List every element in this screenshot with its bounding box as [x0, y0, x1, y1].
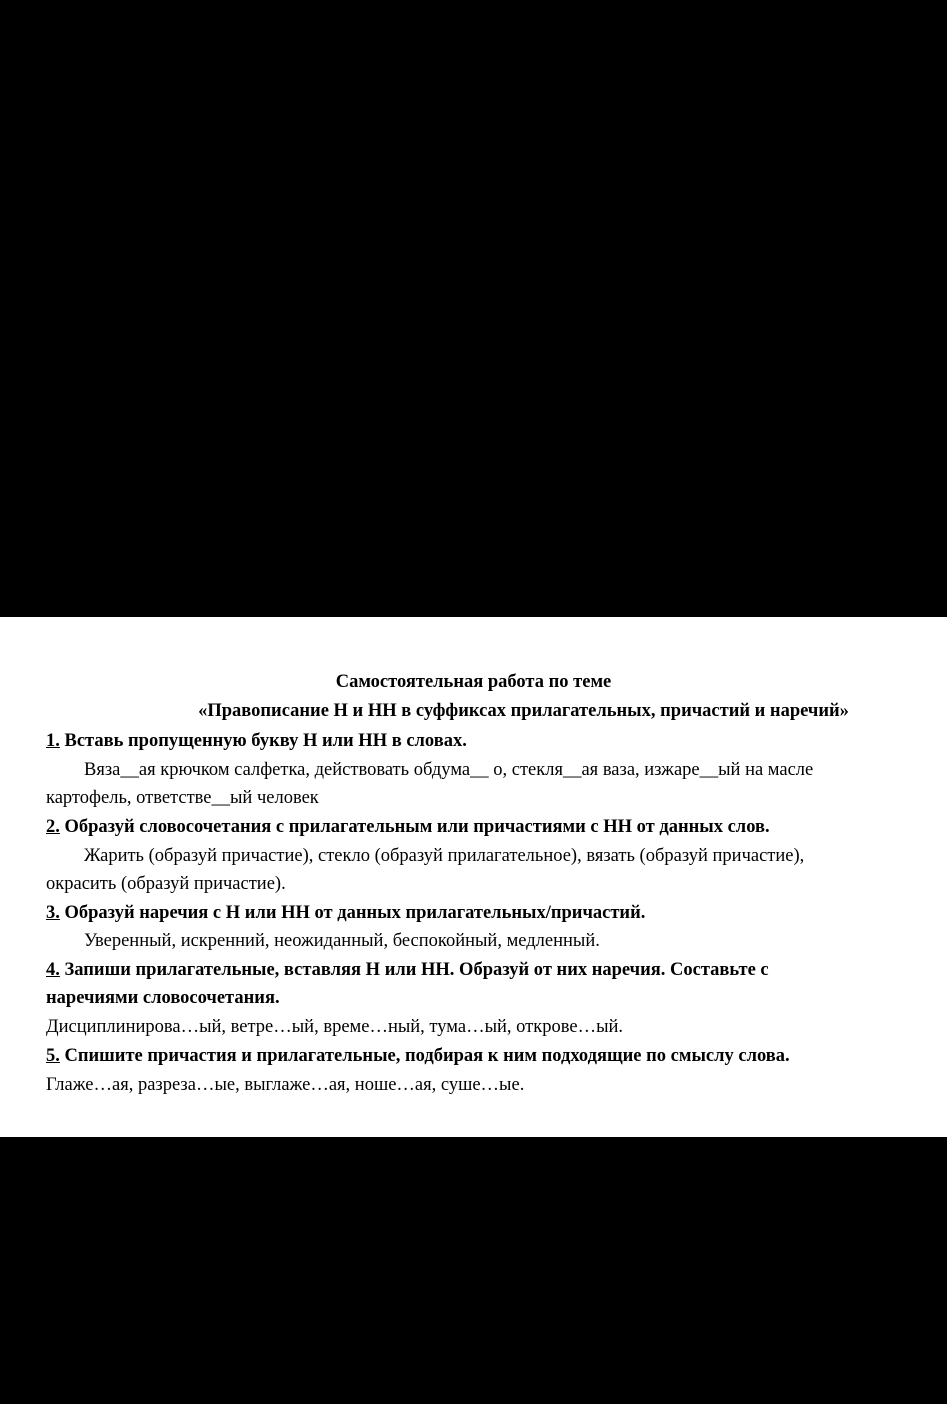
- task-1-heading-text: Вставь пропущенную букву Н или НН в словах.: [59, 731, 467, 751]
- task-2-body-line-2: окрасить (образуй причастие).: [46, 874, 286, 894]
- task-4-body-line-1: Дисциплинирова…ый, ветре…ый, време…ный, тума…ый, открове…ый.: [46, 1017, 624, 1037]
- black-band-top: [0, 0, 947, 617]
- task-4-heading: [46, 958, 769, 982]
- task-3-body-line-1: Уверенный, искренний, неожиданный, беспокойный, медленный.: [84, 931, 600, 951]
- task-3-number: 3.: [46, 903, 60, 923]
- task-4-heading-line-2: наречиями словосочетания.: [46, 988, 280, 1008]
- task-4-heading-text: Запиши прилагательные, вставляя Н или НН. Образуй от них наречия. Составьте с: [59, 960, 769, 980]
- task-5-number: 5.: [46, 1046, 60, 1066]
- task-3-heading: [46, 901, 645, 925]
- task-2-heading-text: Образуй словосочетания с прилагательным или причастиями с НН от данных слов.: [59, 817, 770, 837]
- task-5-heading: [46, 1044, 790, 1068]
- task-4-number: 4.: [46, 960, 60, 980]
- title-line-1: Самостоятельная работа по теме: [335, 672, 612, 692]
- task-1-body-line-2: картофель, ответстве__ый человек: [46, 788, 319, 808]
- task-2-body-line-1: Жарить (образуй причастие), стекло (образуй прилагательное), вязать (образуй причастие),: [84, 846, 805, 866]
- task-2-heading: [46, 815, 770, 839]
- black-band-bottom: [0, 1137, 947, 1404]
- document-page: [0, 617, 947, 1137]
- task-1-heading: [46, 729, 467, 753]
- task-2-number: 2.: [46, 817, 60, 837]
- task-1-body-line-1: Вяза__ая крючком салфетка, действовать обдума__ о, стекля__ая ваза, изжаре__ый на масле: [84, 760, 814, 780]
- task-5-heading-text: Спишите причастия и прилагательные, подбирая к ним подходящие по смыслу слова.: [59, 1046, 790, 1066]
- task-3-heading-text: Образуй наречия с Н или НН от данных прилагательных/причастий.: [59, 903, 646, 923]
- task-1-number: 1.: [46, 731, 60, 751]
- task-5-body-line-1: Глаже…ая, разреза…ые, выглаже…ая, ноше…ая, суше…ые.: [46, 1075, 525, 1095]
- title-line-2: «Правописание Н и НН в суффиксах прилагательных, причастий и наречий»: [198, 701, 849, 721]
